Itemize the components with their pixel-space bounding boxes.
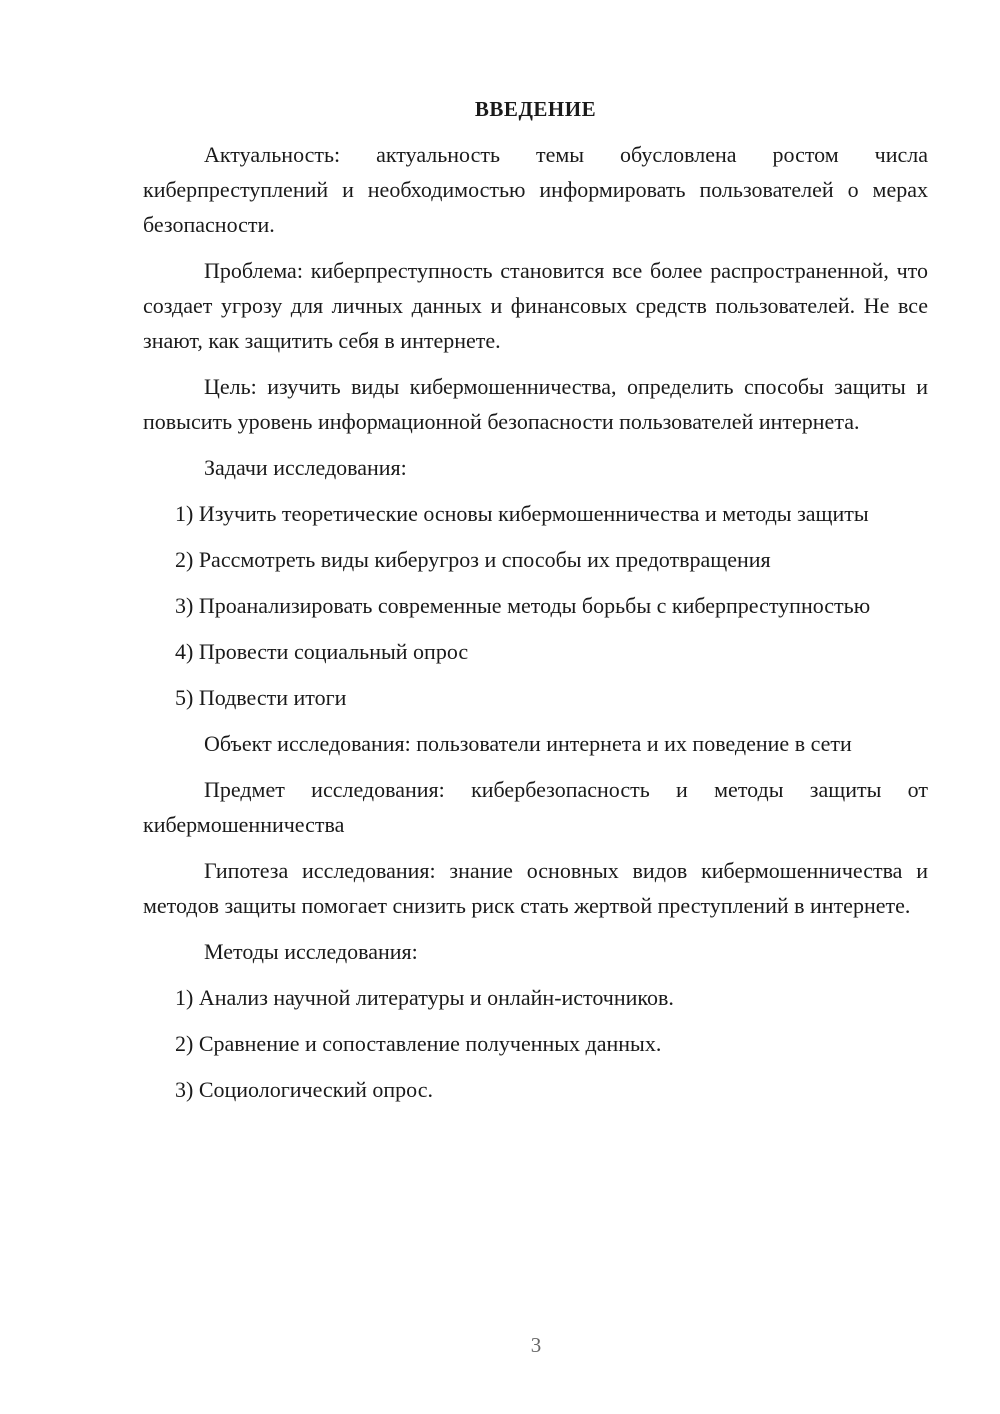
task-item: 1) Изучить теоретические основы кибермошенничества и методы защиты (175, 501, 869, 526)
page-number: 3 (530, 1333, 542, 1357)
task-item: 4) Провести социальный опрос (175, 639, 469, 664)
object-paragraph: Объект исследования: пользователи интернета и их поведение в сети (204, 731, 852, 756)
methods-heading: Методы исследования: (204, 939, 418, 964)
method-item: 3) Социологический опрос. (175, 1077, 433, 1102)
subject-paragraph: Предмет исследования: кибербезопасность и методы защиты от кибермошенничества (143, 777, 928, 837)
method-item: 2) Сравнение и сопоставление полученных данных. (175, 1031, 662, 1056)
document-title: ВВЕДЕНИЕ (474, 97, 597, 121)
problem-paragraph: Проблема: киберпреступность становится все более распространенной, что создает угрозу для личных данных и финансовых средств пользователей. Не все знают, как защитить себя в интернете. (143, 258, 928, 353)
hypothesis-paragraph: Гипотеза исследования: знание основных видов кибермошенничества и методов защиты помогает снизить риск стать жертвой преступлений в интернете. (143, 858, 928, 918)
goal-paragraph: Цель: изучить виды кибермошенничества, определить способы защиты и повысить уровень информационной безопасности пользователей интернета. (143, 374, 928, 434)
tasks-heading: Задачи исследования: (204, 455, 407, 480)
task-item: 3) Проанализировать современные методы борьбы с киберпреступностью (175, 593, 871, 618)
method-item: 1) Анализ научной литературы и онлайн-источников. (175, 985, 674, 1010)
task-item: 2) Рассмотреть виды киберугроз и способы их предотвращения (175, 547, 771, 572)
document-page (143, 92, 928, 1118)
task-item: 5) Подвести итоги (175, 685, 347, 710)
relevance-paragraph: Актуальность: актуальность темы обусловлена ростом числа киберпреступлений и необходимостью информировать пользователей о мерах безопасности. (143, 142, 928, 237)
